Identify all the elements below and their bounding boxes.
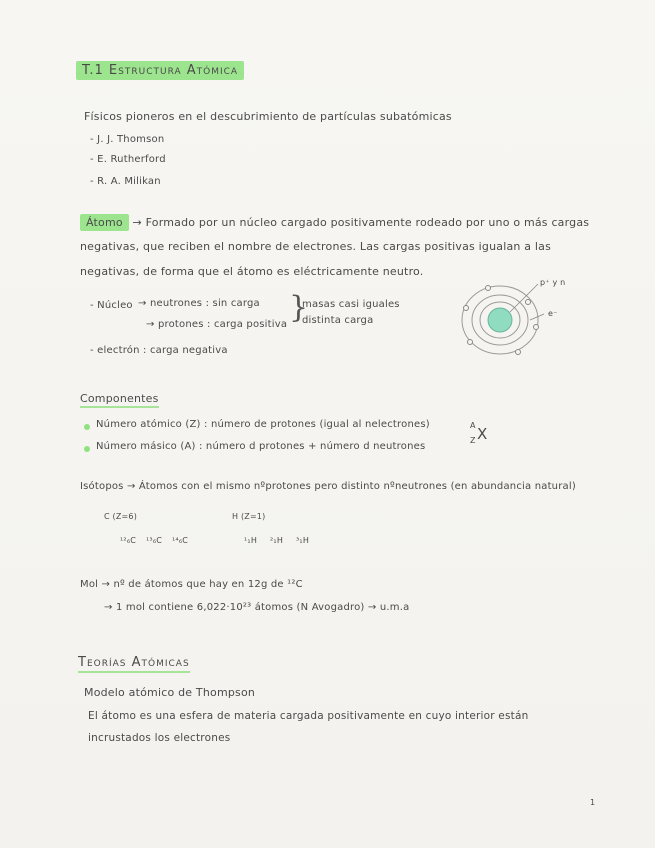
mol-definition: Mol → nº de átomos que hay en 12g de ¹²C — [80, 579, 303, 590]
electron-line: - electrón : carga negativa — [90, 345, 228, 356]
carbon-isotope: ¹⁴₆C — [172, 536, 189, 545]
mol-avogadro: → 1 mol contiene 6,022·10²³ átomos (N Avogadro) → u.m.a — [104, 602, 410, 613]
notation-mass-number: A — [470, 421, 476, 430]
diagram-label-nucleus: p⁺ y n — [540, 278, 566, 287]
numero-atomico-line: Número atómico (Z) : número de protones (igual al nelectrones) — [96, 419, 430, 430]
carbon-label: C (Z=6) — [104, 512, 138, 521]
thompson-line1: El átomo es una esfera de materia cargada positivamente en cuyo interior están — [88, 710, 529, 722]
atom-diagram — [458, 272, 578, 372]
numero-masico-line: Número másico (A) : número d protones + número d neutrones — [96, 441, 426, 452]
atomo-definition-line2: negativas, que reciben el nombre de electrones. Las cargas positivas igualan a las — [80, 240, 552, 253]
hydrogen-isotope: ²₁H — [270, 536, 284, 545]
atomo-definition-line3: negativas, de forma que el átomo es eléctricamente neutro. — [80, 265, 424, 278]
pioneer-item: - R. A. Milikan — [90, 176, 161, 187]
pioneers-heading: Físicos pioneros en el descubrimiento de partículas subatómicas — [84, 110, 452, 123]
diagram-label-electron: e⁻ — [548, 309, 558, 318]
bullet-dot — [84, 424, 90, 430]
notation-element-symbol: X — [477, 425, 488, 443]
protones-line: → protones : carga positiva — [146, 319, 288, 330]
brace-note-2: distinta carga — [302, 315, 374, 326]
carbon-isotope: ¹³₆C — [146, 536, 163, 545]
hydrogen-label: H (Z=1) — [232, 512, 266, 521]
isotopos-line: Isótopos → Átomos con el mismo nºprotones pero distinto nºneutrones (en abundancia natural) — [80, 481, 576, 492]
atomo-label: Átomo — [80, 214, 129, 231]
nucleo-label: - Núcleo — [90, 300, 133, 311]
neutrones-line: → neutrones : sin carga — [138, 298, 260, 309]
page-title: T.1 Estructura Atómica — [76, 63, 244, 78]
brace-symbol: } — [289, 290, 309, 325]
thompson-heading: Modelo atómico de Thompson — [84, 686, 256, 699]
bullet-dot — [84, 446, 90, 452]
teorias-heading: Teorías Atómicas — [78, 655, 190, 670]
atomo-definition-line1: Átomo → Formado por un núcleo cargado positivamente rodeado por uno o más cargas — [80, 216, 589, 229]
notation-atomic-number: Z — [470, 436, 476, 445]
componentes-heading: Componentes — [80, 392, 159, 405]
thompson-line2: incrustados los electrones — [88, 732, 231, 744]
carbon-isotope: ¹²₆C — [120, 536, 137, 545]
hydrogen-isotope: ³₁H — [296, 536, 310, 545]
brace-note-1: masas casi iguales — [302, 299, 400, 310]
pioneer-item: - J. J. Thomson — [90, 134, 165, 145]
page-number: 1 — [590, 798, 596, 807]
pioneer-item: - E. Rutherford — [90, 154, 166, 165]
hydrogen-isotope: ¹₁H — [244, 536, 258, 545]
